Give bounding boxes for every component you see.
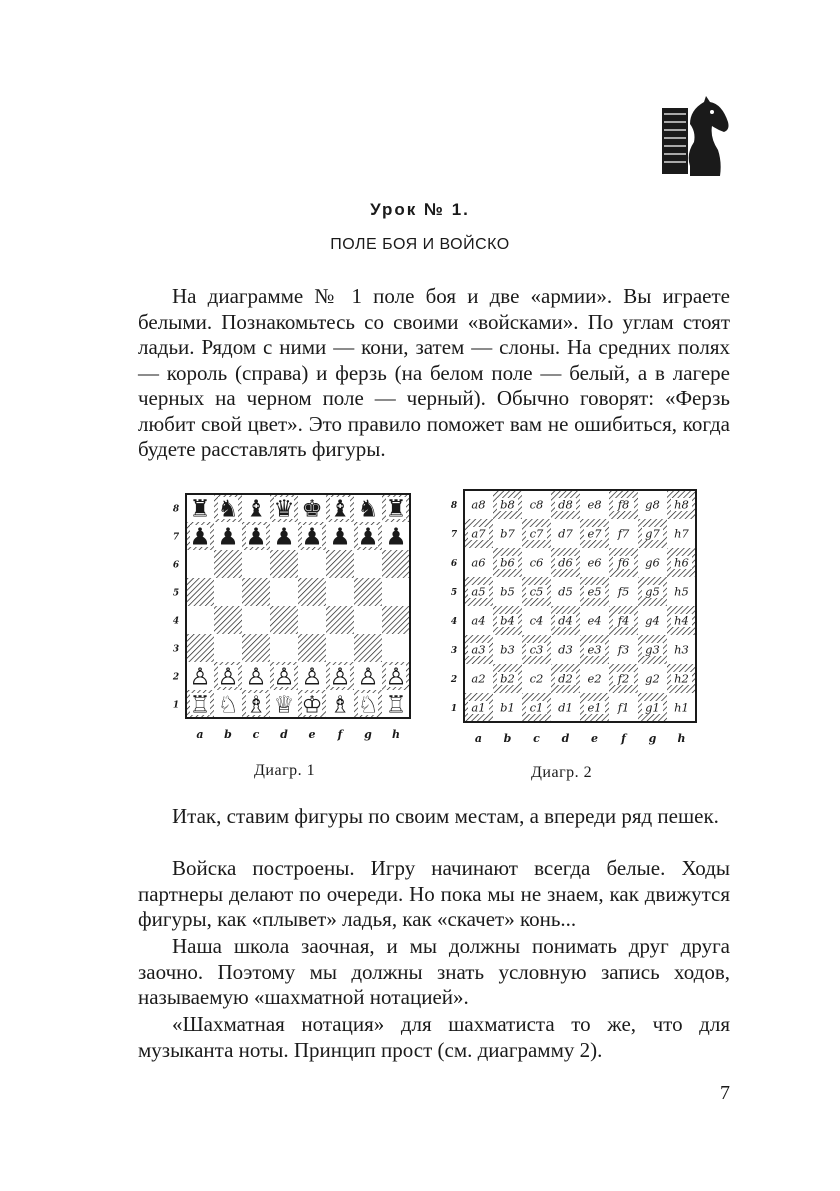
board-square (382, 606, 410, 634)
board-square (298, 550, 326, 578)
square-label: e7 (587, 526, 602, 541)
square-label: h3 (674, 642, 689, 657)
square-label: b3 (500, 642, 515, 657)
square-label: e6 (587, 555, 602, 570)
square-label: h5 (674, 584, 689, 599)
board-square (298, 634, 326, 662)
square-label: d2 (558, 671, 573, 686)
chess-piece: ♙ (329, 662, 351, 691)
chess-piece: ♗ (245, 690, 267, 719)
lesson-subtitle: ПОЛЕ БОЯ И ВОЙСКО (330, 236, 510, 253)
square-label: g6 (645, 555, 660, 570)
square-label: h7 (674, 526, 689, 541)
square-label: e3 (587, 642, 602, 657)
square-label: d7 (558, 526, 573, 541)
rank-label: 3 (172, 644, 180, 655)
rank-label: 7 (172, 532, 180, 543)
rank-label: 3 (450, 645, 458, 656)
chess-piece: ♙ (217, 662, 239, 691)
square-label: g7 (645, 526, 660, 541)
square-label: c2 (529, 671, 544, 686)
lesson-title: Урок № 1. (370, 200, 470, 219)
rank-label: 8 (172, 504, 180, 515)
chess-piece: ♘ (357, 690, 379, 719)
file-label: g (648, 732, 657, 745)
chess-piece: ♖ (385, 690, 407, 719)
board-square (186, 606, 214, 634)
chess-piece: ♘ (217, 690, 239, 719)
board-square (298, 606, 326, 634)
rank-label: 1 (172, 700, 180, 711)
square-label: f8 (617, 497, 630, 512)
board-square (186, 634, 214, 662)
board-square (326, 634, 354, 662)
chess-piece: ♕ (273, 690, 295, 719)
paragraph-notation: «Шахматная нотация» для шахматиста то же, что для музыканта ноты. Принцип прост (см. диаграмму 2). (138, 1012, 730, 1062)
board-square (354, 606, 382, 634)
file-label: d (280, 728, 288, 741)
square-label: h4 (674, 613, 689, 628)
board-square (186, 550, 214, 578)
chess-piece: ♞ (217, 494, 239, 523)
chess-piece: ♔ (301, 690, 323, 719)
chessboard-start-position (170, 488, 420, 748)
chess-piece: ♙ (301, 662, 323, 691)
rank-label: 1 (450, 703, 458, 714)
square-label: a8 (471, 497, 486, 512)
square-label: f7 (617, 526, 630, 541)
rank-label: 2 (450, 674, 458, 685)
paragraph-school: Наша школа заочная, и мы должны понимать друг друга заочно. Поэтому мы должны знать условную запись ходов, называемую «шахматной нотацией». (138, 934, 730, 1009)
square-label: d4 (558, 613, 573, 628)
square-label: g2 (645, 671, 660, 686)
chess-piece: ♜ (189, 494, 211, 523)
chess-piece: ♟ (273, 522, 295, 551)
square-label: g4 (645, 613, 660, 628)
board-square (270, 606, 298, 634)
file-label: a (474, 732, 483, 745)
square-label: d3 (558, 642, 573, 657)
square-label: a6 (471, 555, 486, 570)
board-square (270, 634, 298, 662)
board-square (242, 634, 270, 662)
board-square (354, 578, 382, 606)
file-label: g (364, 728, 372, 741)
chess-piece: ♙ (357, 662, 379, 691)
square-label: g8 (645, 497, 660, 512)
board-square (270, 578, 298, 606)
rank-label: 2 (172, 672, 180, 683)
chess-piece: ♟ (385, 522, 407, 551)
chess-piece: ♝ (245, 494, 267, 523)
square-label: b7 (500, 526, 515, 541)
square-label: h8 (674, 497, 689, 512)
chess-piece: ♟ (301, 522, 323, 551)
file-label: b (224, 728, 232, 741)
chess-piece: ♗ (329, 690, 351, 719)
square-label: d8 (558, 497, 573, 512)
chess-piece: ♛ (273, 494, 295, 523)
square-label: b8 (500, 497, 515, 512)
square-label: b5 (500, 584, 515, 599)
chess-piece: ♟ (217, 522, 239, 551)
square-label: b6 (500, 555, 515, 570)
chess-piece: ♜ (385, 494, 407, 523)
knight-logo-icon (660, 92, 732, 180)
board-square (382, 634, 410, 662)
board-square (382, 578, 410, 606)
square-label: g5 (645, 584, 660, 599)
square-label: a2 (471, 671, 486, 686)
rank-label: 6 (172, 560, 180, 571)
board-square (186, 578, 214, 606)
square-label: f1 (617, 700, 630, 715)
paragraph-armies: Войска построены. Игру начинают всегда белые. Ходы партнеры делают по очереди. Но пока мы не знаем, как движутся фигуры, как «плывет» ладья, как «скачет» конь... (138, 856, 730, 931)
square-label: e2 (587, 671, 602, 686)
rank-label: 7 (450, 529, 458, 540)
square-label: e1 (587, 700, 602, 715)
paragraph-intro: На диаграмме № 1 поле боя и две «армии». Вы играете белыми. Познакомьтесь со своими «войсками». По углам стоят ладьи. Рядом с ними — кони, затем — слоны. На средних полях — король (справа) и ферзь (на белом поле — белый, а в лагере черных на черном поле — черный). Обычно говорят: «Ферзь любит свой цвет». Это правило поможет вам не ошибиться, когда будете расставлять фигуры. (138, 284, 730, 461)
square-label: b2 (500, 671, 515, 686)
rank-label: 5 (450, 587, 458, 598)
file-label: e (308, 728, 316, 741)
board-square (326, 606, 354, 634)
rank-label: 8 (450, 500, 458, 511)
square-label: g3 (645, 642, 660, 657)
file-label: b (503, 732, 512, 745)
chess-piece: ♚ (301, 494, 323, 523)
square-label: f3 (617, 642, 630, 657)
chess-piece: ♝ (329, 494, 351, 523)
square-label: f5 (617, 584, 630, 599)
square-label: d5 (558, 584, 573, 599)
file-label: e (591, 732, 598, 745)
board-square (326, 550, 354, 578)
diagram-1-caption: Диагр. 1 (254, 762, 316, 779)
file-label: h (392, 728, 400, 741)
file-label: f (621, 732, 626, 745)
board-square (242, 578, 270, 606)
square-label: b4 (500, 613, 515, 628)
board-square (326, 578, 354, 606)
square-label: c7 (529, 526, 544, 541)
diagram-1 (170, 488, 420, 753)
square-label: c1 (529, 700, 544, 715)
diagram-2-caption: Диагр. 2 (531, 764, 593, 781)
board-square (242, 550, 270, 578)
board-square (382, 550, 410, 578)
file-label: d (561, 732, 570, 745)
board-square (214, 606, 242, 634)
square-label: b1 (500, 700, 515, 715)
board-square (214, 550, 242, 578)
rank-label: 4 (172, 616, 180, 627)
square-label: a3 (471, 642, 486, 657)
square-label: f6 (617, 555, 630, 570)
board-square (270, 550, 298, 578)
file-label: h (677, 732, 686, 745)
board-square (354, 550, 382, 578)
chess-piece: ♖ (189, 690, 211, 719)
rank-label: 6 (450, 558, 458, 569)
file-label: c (533, 732, 540, 745)
file-label: c (252, 728, 260, 741)
paragraph-setup: Итак, ставим фигуры по своим местам, а впереди ряд пешек. (172, 804, 719, 828)
square-label: c5 (529, 584, 544, 599)
square-label: h6 (674, 555, 689, 570)
chess-piece: ♙ (273, 662, 295, 691)
chess-piece: ♟ (245, 522, 267, 551)
square-label: c6 (529, 555, 544, 570)
chess-piece: ♞ (357, 494, 379, 523)
board-square (214, 634, 242, 662)
square-label: h1 (674, 700, 689, 715)
square-label: f2 (617, 671, 630, 686)
file-label: f (337, 728, 343, 741)
chess-piece: ♙ (385, 662, 407, 691)
board-square (214, 578, 242, 606)
square-label: h2 (674, 671, 689, 686)
chess-piece: ♟ (329, 522, 351, 551)
chess-piece: ♙ (189, 662, 211, 691)
square-label: c3 (529, 642, 544, 657)
square-label: a4 (471, 613, 486, 628)
chess-piece: ♟ (357, 522, 379, 551)
square-label: c8 (529, 497, 544, 512)
board-square (354, 634, 382, 662)
page-number: 7 (720, 1082, 730, 1104)
square-label: e4 (587, 613, 602, 628)
file-label: a (196, 728, 204, 741)
chessboard-notation (448, 484, 708, 754)
square-label: c4 (529, 613, 544, 628)
square-label: a5 (471, 584, 486, 599)
chess-piece: ♟ (189, 522, 211, 551)
rank-label: 5 (172, 588, 180, 599)
square-label: e8 (587, 497, 602, 512)
diagram-2 (448, 484, 708, 759)
square-label: g1 (645, 700, 660, 715)
square-label: f4 (617, 613, 630, 628)
board-square (242, 606, 270, 634)
square-label: d1 (558, 700, 573, 715)
square-label: a1 (471, 700, 486, 715)
square-label: a7 (471, 526, 486, 541)
square-label: d6 (558, 555, 573, 570)
chess-piece: ♙ (245, 662, 267, 691)
board-square (298, 578, 326, 606)
square-label: e5 (587, 584, 602, 599)
rank-label: 4 (450, 616, 458, 627)
